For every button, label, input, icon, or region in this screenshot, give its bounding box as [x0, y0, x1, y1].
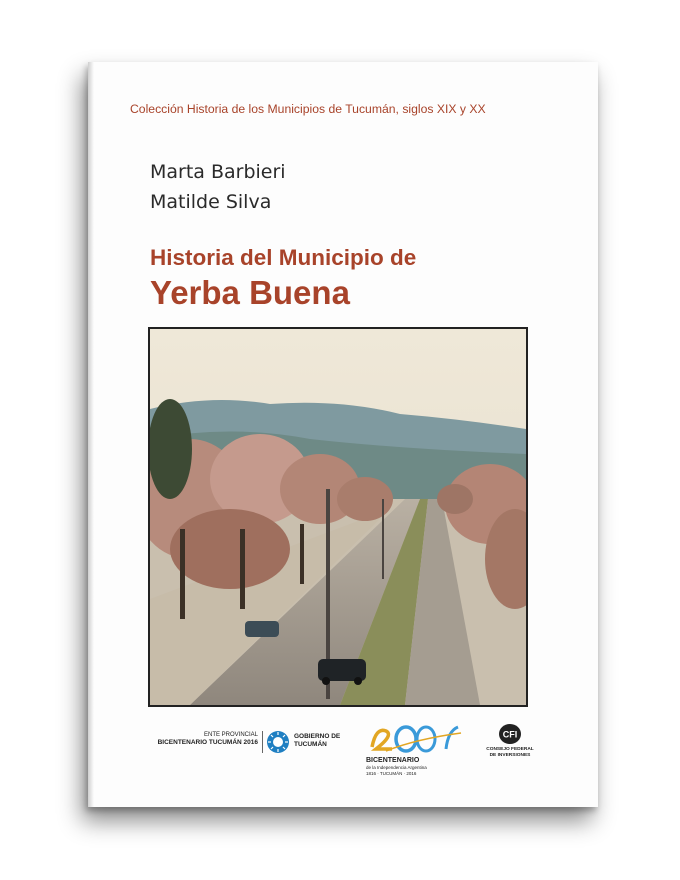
author-name: Matilde Silva — [150, 191, 272, 213]
collection-title: Colección Historia de los Municipios de Tucumán, siglos XIX y XX — [130, 102, 486, 116]
title-line-1: Historia del Municipio de — [150, 245, 417, 270]
gobierno-line1: GOBIERNO DE — [294, 733, 341, 740]
bicentenario-2016-icon — [366, 719, 466, 757]
cfi-badge-icon — [498, 723, 522, 745]
cover-photo — [148, 327, 528, 707]
bicentenario-logo — [366, 757, 466, 777]
gobierno-line2: TUCUMÁN — [294, 741, 327, 748]
cfi-logo — [482, 747, 538, 759]
ente-line2: BICENTENARIO TUCUMÁN 2016 — [157, 739, 258, 746]
bicentenario-line1: de la Independencia Argentina — [366, 765, 427, 770]
cfi-badge-text: CFI — [502, 729, 518, 740]
title-line-2: Yerba Buena — [150, 274, 350, 311]
sun-icon — [266, 730, 290, 754]
logo-divider — [262, 731, 263, 753]
author-name: Marta Barbieri — [150, 161, 286, 183]
authors — [150, 157, 286, 217]
gobierno-logo — [294, 733, 340, 749]
cfi-line1: CONSEJO FEDERAL — [486, 747, 534, 752]
street-photo-icon — [150, 329, 526, 705]
sponsor-logos — [148, 717, 538, 787]
bicentenario-line2: 1816 · TUCUMÁN · 2016 — [366, 771, 417, 776]
cfi-line2: DE INVERSIONES — [489, 753, 531, 758]
book-cover — [88, 62, 598, 807]
ente-provincial-logo — [148, 731, 258, 747]
bicentenario-title: BICENTENARIO — [366, 757, 420, 764]
ente-line1: ENTE PROVINCIAL — [203, 732, 258, 738]
